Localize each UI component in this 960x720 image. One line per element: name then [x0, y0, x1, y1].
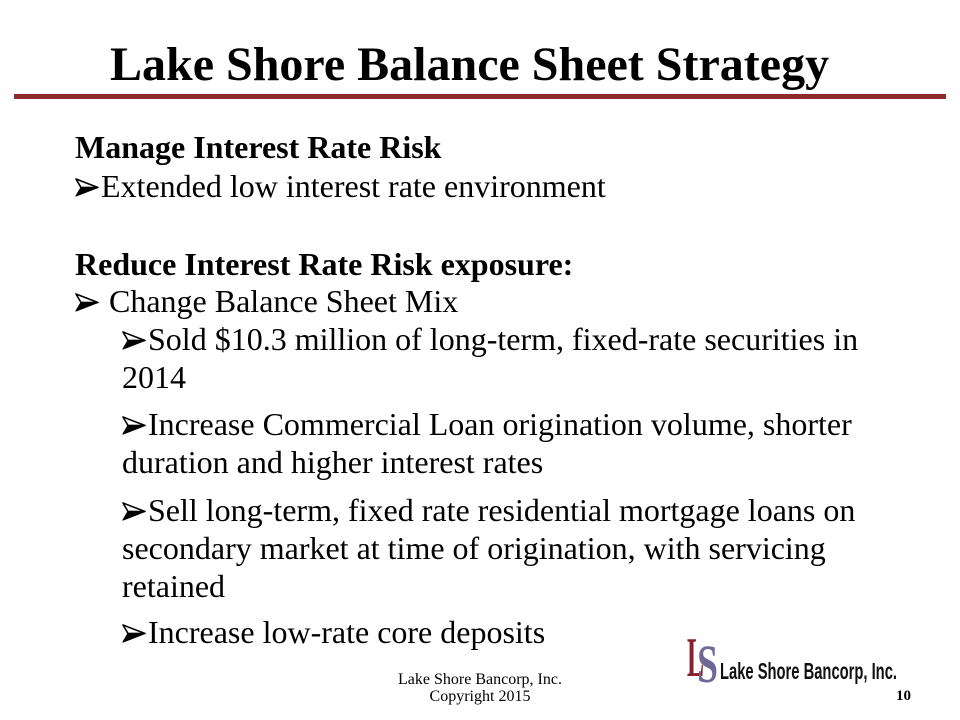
- arrow-bullet-icon: [75, 178, 99, 197]
- logo-letter-s: S: [697, 634, 718, 685]
- footer: [330, 671, 630, 705]
- arrow-bullet-icon: [122, 502, 146, 521]
- title-rule: [14, 94, 946, 99]
- bullet-text: Extended low interest rate environment: [101, 168, 606, 204]
- logo-name-text: Lake Shore Bancorp, Inc.: [720, 658, 897, 684]
- sub-bullet-item: [122, 405, 898, 481]
- sub-bullet-text: Sold $10.3 million of long-term, fixed-rate securities in 2014: [122, 321, 859, 395]
- bullet-text: Change Balance Sheet Mix: [109, 283, 459, 319]
- arrow-bullet-icon: [122, 331, 146, 350]
- sub-bullet-text: Increase low-rate core deposits: [148, 614, 546, 650]
- bullet-item: [75, 282, 458, 320]
- logo-wordmark: [720, 656, 900, 684]
- arrow-bullet-icon: [122, 416, 146, 435]
- sub-bullet-item: [122, 613, 898, 651]
- footer-copyright: Copyright 2015: [429, 688, 531, 705]
- sub-bullet-item: [122, 491, 898, 605]
- logo-mark: [686, 632, 722, 685]
- section-heading: Reduce Interest Rate Risk exposure:: [75, 246, 574, 282]
- page-number: 10: [896, 688, 911, 704]
- slide-title: Lake Shore Balance Sheet Strategy: [110, 38, 830, 91]
- sub-bullet-text: Increase Commercial Loan origination volume, shorter duration and higher interest rates: [122, 406, 852, 480]
- logo-letter-l: L: [687, 632, 704, 685]
- footer-company: Lake Shore Bancorp, Inc.: [398, 671, 562, 688]
- section-heading: Manage Interest Rate Risk: [75, 129, 442, 165]
- sub-bullet-item: [122, 320, 898, 396]
- arrow-bullet-icon: [122, 624, 146, 643]
- sub-bullet-text: Sell long-term, fixed rate residential mortgage loans on secondary market at time of origination, with servicing retained: [122, 492, 856, 604]
- arrow-bullet-icon: [75, 293, 99, 312]
- bullet-item: [75, 167, 606, 205]
